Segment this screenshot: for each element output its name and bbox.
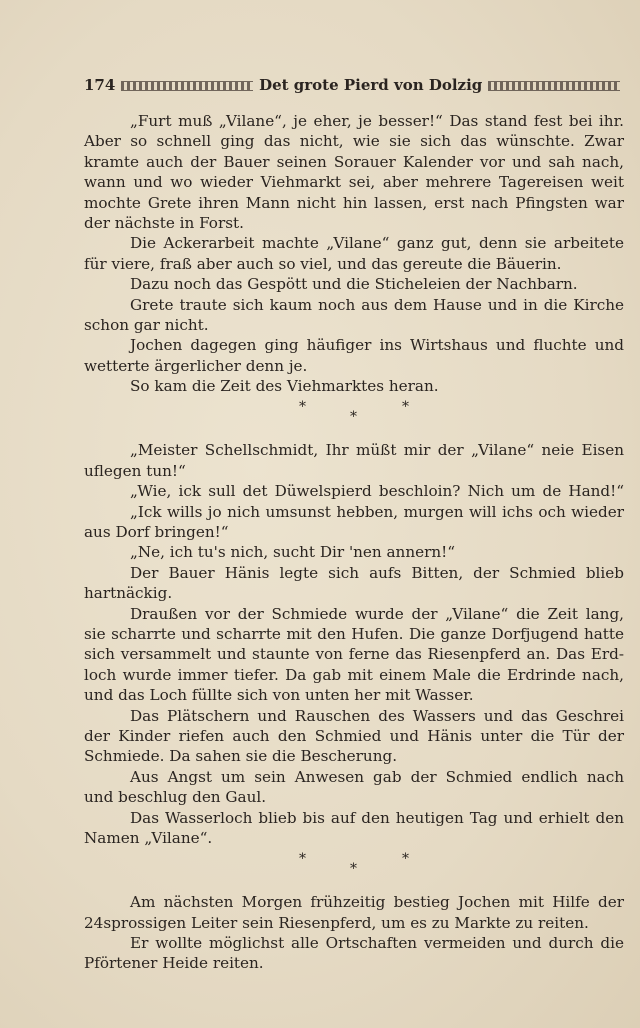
text-line: mochte Grete ihren Mann nicht hin lassen, erst nach Pfingsten war (84, 193, 624, 212)
text-line: Grete traute sich kaum noch aus dem Hause und in die Kirche (130, 295, 624, 314)
paragraph-block (84, 111, 624, 396)
page-number: 174 (84, 76, 116, 94)
text-line: wetterte ärgerlicher denn je. (84, 356, 308, 375)
text-line: „Furt muß „Vilane“, je eher, je besser!“ Das stand fest bei ihr. (130, 112, 624, 130)
text-line: uflegen tun!“ (84, 461, 186, 480)
text-line: Pförtener Heide reiten. (84, 954, 264, 973)
text-line: „Ick wills jo nich umsunst hebben, murgen will ichs och wieder (130, 502, 624, 521)
header-ornament-right (488, 81, 620, 91)
text-line: Namen „Vilane“. (84, 828, 213, 847)
text-line: Das Plätschern und Rauschen des Wassers und das Geschrei (130, 706, 624, 725)
text-line: Schmiede. Da sahen sie die Bescherung. (84, 747, 398, 766)
section-separator (84, 396, 624, 440)
paragraph-block (84, 440, 624, 848)
text-body (84, 111, 624, 974)
text-line: „Wie, ick sull det Düwelspierd beschloin? Nich um de Hand!“ (130, 482, 624, 501)
text-line: Draußen vor der Schmiede wurde der „Vilane“ die Zeit lang, (130, 604, 624, 623)
text-line: wann und wo wieder Viehmarkt sei, aber mehrere Tagereisen weit (84, 173, 624, 192)
text-line: So kam die Zeit des Viehmarktes heran. (130, 377, 439, 396)
text-line: kramte auch der Bauer seinen Sorauer Kalender vor und sah nach, (84, 152, 624, 171)
text-line: hartnäckig. (84, 584, 173, 603)
text-line: Dazu noch das Gespött und die Sticheleien der Nachbarn. (130, 275, 578, 294)
separator-star: * (350, 409, 357, 426)
text-line: Aus Angst um sein Anwesen gab der Schmied endlich nach (130, 767, 624, 786)
text-line: und beschlug den Gaul. (84, 788, 267, 807)
text-line: Er wollte möglichst alle Ortschaften vermeiden und durch die (130, 934, 624, 953)
separator-star: * (402, 399, 409, 416)
separator-star: * (402, 851, 409, 868)
separator-star: * (299, 399, 306, 416)
text-line: Am nächsten Morgen frühzeitig bestieg Jochen mit Hilfe der (130, 893, 624, 912)
running-title: Det grote Pierd von Dolzig (259, 76, 483, 94)
text-line: der Kinder riefen auch den Schmied und Hänis unter die Tür der (84, 726, 624, 745)
text-line: loch wurde immer tiefer. Da gab mit einem Male die Erdrinde nach, (84, 665, 624, 684)
text-line: Aber so schnell ging das nicht, wie sie sich das wünschte. Zwar (84, 132, 624, 151)
text-line: schon gar nicht. (84, 315, 209, 334)
text-line: „Meister Schellschmidt, Ihr müßt mir der „Vilane“ neie Eisen (130, 441, 624, 460)
text-line: „Ne, ich tu's nich, sucht Dir 'nen annern!“ (130, 543, 456, 562)
text-line: Jochen dagegen ging häufiger ins Wirtshaus und fluchte und (130, 336, 624, 355)
page-header (84, 74, 626, 96)
text-line: Das Wasserloch blieb bis auf den heutigen Tag und erhielt den (130, 808, 624, 827)
text-line: sich versammelt und staunte von ferne das Riesenpferd an. Das Erd- (84, 645, 624, 664)
text-line: der nächste in Forst. (84, 213, 244, 232)
text-line: 24sprossigen Leiter sein Riesenpferd, um es zu Markte zu reiten. (84, 913, 589, 932)
text-line: Die Ackerarbeit machte „Vilane“ ganz gut, denn sie arbeitete (130, 234, 624, 253)
separator-star: * (299, 851, 306, 868)
separator-star: * (350, 861, 357, 878)
paragraph-block (84, 892, 624, 974)
text-line: aus Dorf bringen!“ (84, 523, 229, 542)
text-line: für viere, fraß aber auch so viel, und das gereute die Bäuerin. (84, 254, 562, 273)
text-line: sie scharrte und scharrte mit den Hufen. Die ganze Dorfjugend hatte (84, 624, 624, 643)
header-ornament-left (121, 81, 253, 91)
text-line: und das Loch füllte sich von unten her mit Wasser. (84, 686, 474, 705)
text-line: Der Bauer Hänis legte sich aufs Bitten, der Schmied blieb (130, 563, 624, 582)
section-separator (84, 848, 624, 892)
